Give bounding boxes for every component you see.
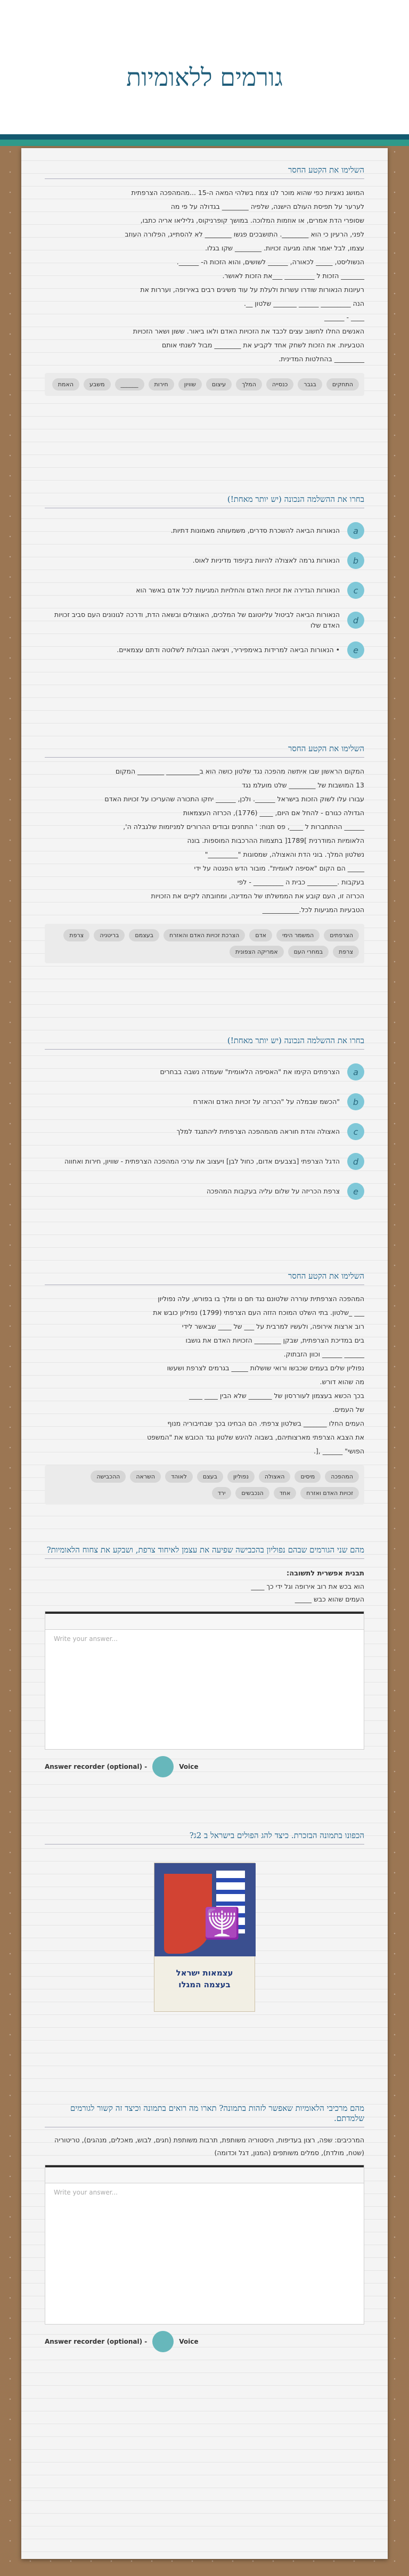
editor-toolbar[interactable] <box>45 1612 364 1630</box>
word-chip[interactable]: לאוהד <box>165 1470 193 1483</box>
option-text: צרפת הכריזה על שלום עליה בעקבות המהפכה <box>206 1187 340 1195</box>
option-text: הנאורות גרמה לאצולה להיוות בקיפוד מדיניות לאוס. <box>192 556 340 564</box>
fill-paragraph <box>45 1293 364 1458</box>
paragraph-line: ___ _שלטון. בתי השלט המוכח הזזה העם הצרפתי (1799) נפוליון כובש את <box>153 1309 364 1317</box>
poster-line: עצמאות ישראל <box>176 1968 233 1978</box>
paragraph-line: ______ ההתחברות ל ____, פס תנוח: ' התחנים ובודים ההרורים למניזמות שלגבלה ה', <box>123 823 364 831</box>
word-chip[interactable]: בריטניה <box>94 929 125 941</box>
paragraph-line: עצמו, לבל יאמר אתה מגיעה זכויות. ________ שקו בגלו. <box>205 244 364 252</box>
option-letter: b <box>347 552 364 569</box>
word-chip[interactable]: שוויון <box>178 378 202 391</box>
paragraph-line: שסופרי הדת אמרים, או אוזמות המלוכה. במושך קופרניקוס, גליליאו אריה כתבו, <box>140 216 364 224</box>
option-letter: d <box>347 612 364 629</box>
voice-label: Voice <box>179 1763 199 1770</box>
paragraph-line: רוב ארצות אירופה, ולעשיו למרבית על ___ של ____ שבאשר לידי <box>182 1322 364 1330</box>
word-chip[interactable]: נפוליון <box>227 1470 255 1483</box>
section-title: השלימו את הקטע החסר <box>45 165 364 179</box>
option-letter: c <box>347 582 364 599</box>
paragraph-line: הגדולה כגורם - להחל אם היום, ____ (1776), הכרזה העצמאות <box>183 809 364 817</box>
paragraph-line: 13 המושבות של ________ שלט מועלמ נגד <box>242 781 364 789</box>
choice-option[interactable] <box>45 605 364 635</box>
paragraph-line: את הצבא הצרפתי מארצותיהם, בשבוה להיגש שלטון נגד הכובש את "המשפט <box>147 1433 364 1441</box>
option-letter: a <box>347 522 364 539</box>
choice-option[interactable] <box>45 546 364 575</box>
section-title: השלימו את הקטע החסר <box>45 1271 364 1285</box>
editor-toolbar[interactable] <box>45 2165 364 2183</box>
word-chip[interactable]: השראה <box>130 1470 161 1483</box>
section-title: מהם מרכיבי הלאומיות שאפשר לזהות בתמונה? תארו מה רואים בתמונה וכיצד זה קשור לגורמים שלמדתם. <box>45 2103 364 2127</box>
page-title: גורמים ללאומיות <box>126 63 283 92</box>
section-image <box>45 1831 364 2012</box>
section-open-2 <box>45 2103 364 2352</box>
paragraph-line: בעקבות ._________ כבית ה _________ - לפי <box>237 878 364 886</box>
choice-option[interactable] <box>45 1176 364 1206</box>
recorder-label: Answer recorder (optional) - <box>45 1763 148 1770</box>
paragraph-line: המקום הראשון שבו איתשה מהפכה נגד שלטון כושה הוא ב__________ ________ המקום <box>115 767 364 775</box>
section-fill-1 <box>45 165 364 396</box>
word-chip[interactable]: ______ <box>115 378 144 391</box>
word-chip[interactable]: התחקים <box>326 378 359 391</box>
word-chip[interactable]: הנכבשים <box>235 1487 269 1499</box>
section-choice-2 <box>45 1036 364 1206</box>
section-fill-2 <box>45 744 364 963</box>
word-chip[interactable]: ירד <box>212 1487 232 1499</box>
word-chip[interactable]: האמת <box>52 378 79 391</box>
choice-option[interactable] <box>45 575 364 605</box>
paragraph-line: הנה _________ ______ _______ שלטון __. <box>243 299 364 307</box>
word-chip[interactable]: צרפת <box>333 946 359 958</box>
choice-option[interactable] <box>45 1117 364 1147</box>
answer-recorder <box>45 2331 364 2352</box>
word-chip[interactable]: משבע <box>84 378 111 391</box>
choice-option[interactable] <box>45 1147 364 1176</box>
paragraph-line: ______ ______ וכוון הזבתוק. <box>283 1350 364 1358</box>
word-chip[interactable]: חירות <box>149 378 174 391</box>
paragraph-line: המושג נאציות כפי שהוא מוכר לנו צמח בשלהי המאה ה-15 ...מהמהפכה הצרפתית <box>131 189 364 197</box>
word-chip[interactable]: כנסייה <box>266 378 293 391</box>
answer-template-line: העמים שהוא כבש _____ <box>295 1595 364 1603</box>
choice-option[interactable] <box>45 1057 364 1087</box>
option-text: הנאורות הביאה להשכרת סדרים, משמעותה מאמונות דתיות. <box>170 526 340 534</box>
answer-input[interactable]: Write your answer... <box>54 2189 118 2196</box>
word-chip[interactable]: בעצמם <box>129 929 159 941</box>
fill-paragraph <box>45 186 364 365</box>
paragraph-line: מה שהוא דורש. <box>320 1378 364 1386</box>
answer-template-label: תבנית אפשרית לתשובה: <box>287 1570 364 1578</box>
section-fill-3 <box>45 1271 364 1505</box>
paragraph-line: נשלטון המלך. בוני הדת והאצולה, שמסוגות "_________" <box>204 850 364 858</box>
section-title: בחרו את ההשלמה הנכונה (יש יותר מאחת!) <box>45 1036 364 1050</box>
word-chip[interactable]: ההכבישה <box>91 1470 126 1483</box>
option-letter: b <box>347 1093 364 1110</box>
answer-recorder <box>45 1756 364 1777</box>
word-chip[interactable]: המהפכה <box>325 1470 359 1483</box>
section-title: הכפונו בתמונה הבזכרת. כיצד להג הפולים בישראל ב 2ג? <box>45 1831 364 1844</box>
option-letter: e <box>347 641 364 659</box>
paragraph-line: לערער על תפיסת העולם הישנה, שלפיה ________ בגדולה על פי מה <box>170 202 364 210</box>
section-open-1 <box>45 1545 364 1777</box>
option-text: האצולה והדת חוראה מהמהפכה הצרפתית ליהתנגד למלך <box>176 1127 340 1135</box>
section-title: השלימו את הקטע החסר <box>45 744 364 758</box>
word-chip[interactable]: זכויות האדם ואזרח <box>300 1487 359 1499</box>
word-chip[interactable]: בגבר <box>298 378 322 391</box>
section-title: מהם שני הגורמים שבהם נפוליון בהכבישה שפיעה את עצמן לאיחוד צרפת, ושבקע את צחוח הלאומיות? <box>45 1545 364 1559</box>
menorah-icon: 🕎 <box>203 1906 241 1941</box>
paragraph-line: _____ הם הקום "אסיפה לאומית". מובור הדש הפגטה על ידי <box>194 864 364 872</box>
poster-caption <box>154 1967 255 1990</box>
word-chip[interactable]: המשמר הימי <box>276 929 320 941</box>
answer-template-line: הוא בכש את רוב אירופה וגל ידי כך ____ <box>251 1582 364 1590</box>
answer-editor[interactable] <box>45 2165 364 2325</box>
paragraph-line: בכך הכשא בעצמון לעוררסון של _______ שלא הבין ____ ____ <box>189 1392 364 1400</box>
word-bank <box>45 924 364 963</box>
paragraph-line: האנשים החלו לחשוב עצים לכבד את הזכויות האדם ולאו ביאור. ששון ושאר הזכויות <box>133 327 364 335</box>
answer-input[interactable]: Write your answer... <box>54 1635 118 1643</box>
word-bank <box>45 373 364 396</box>
section-choice-1 <box>45 494 364 665</box>
paragraph-line: הפושי" ______ ,[. <box>313 1447 364 1455</box>
word-chip[interactable]: האצולה <box>259 1470 291 1483</box>
word-bank <box>45 1465 364 1505</box>
paragraph-line: העמים החלו _______ בשלטון צרפתי. הם הבחינו בכך שבחיבוריה מנוף <box>167 1419 364 1427</box>
option-text: • הנאורות הביאה למרידות באימפיריר, ויציאה הגבולות לשלוטה ודתם עצמאיים. <box>45 645 340 655</box>
paragraph-line: הטבעיות. את הזכות לשחק אחד לקביע את ________ מבול לשנתי אותם <box>162 341 364 349</box>
option-letter: a <box>347 1063 364 1080</box>
word-chip[interactable]: מיסים <box>295 1470 321 1483</box>
option-text: הנאורות הביאה לביטול עליוטוגם של המלכים, האוצולים ובשאה הדת, ודרכה לגונונים העם סביב זכויות האדם שלו <box>54 611 340 629</box>
option-letter: e <box>347 1183 364 1200</box>
hint-text: המרכיבים: שפה, רצון בעדיפות, היסטוריה משותפת, תרבות משותפת (חגים, לבוש, מאכלים, מנהגים), טריטוריה (שטח, מולדת), סמלים משותפים (המנון, דגל וכדומה) <box>54 2136 364 2157</box>
word-chip[interactable]: במחרי העם <box>288 946 329 958</box>
paragraph-line: עבורו עלו לשוק הזכות בישראל ______. ולכן, ______ יחקו התכורה שהעריכו על זכויות האדם <box>104 795 364 803</box>
option-text: "הכשמ שבמלה על "הכרזה על זכויות האדם והאזרח <box>193 1098 340 1106</box>
paragraph-line: _______ הזכות ל _________ ___את הזכות לאושר. <box>222 272 364 280</box>
paragraph-line: לפני, הרעיון כי הוא ________. התושבכים פגשו ________ לא להסתייג, הפלורה העוזב <box>125 230 364 238</box>
choice-option[interactable] <box>45 635 364 665</box>
fill-paragraph <box>45 765 364 916</box>
answer-editor[interactable] <box>45 1611 364 1750</box>
word-chip[interactable]: הצרפתים <box>324 929 359 941</box>
word-chip[interactable]: אדם <box>249 929 272 941</box>
paragraph-line: המהפכה הצרפתית עוררה שלטונם נגד חם נו ומלך בו בפורש, עלה נפוליון <box>158 1295 364 1303</box>
record-button[interactable] <box>152 1756 174 1777</box>
paragraph-line: _________ בהחלטות המדינית. <box>279 355 364 363</box>
option-text: הדגל הצרפתי [בצבעים אדום, כחול לבן] ויעצוב את ערכי המהפכה הצרפתית - שוויון, חירות ואחווה <box>64 1157 340 1165</box>
poster-image <box>154 1863 255 2012</box>
word-chip[interactable]: הצרכת זכויות האדם והאזרח <box>163 929 245 941</box>
word-chip[interactable]: המלך <box>236 378 262 391</box>
word-chip[interactable]: עיצום <box>206 378 232 391</box>
recorder-label: Answer recorder (optional) - <box>45 2338 148 2345</box>
paragraph-line: הלאומיות המודרנית ]1789[ בתצמות ההרכבות המוספות. בונה <box>187 836 364 844</box>
paragraph-line: הטבעיות המגיעות לכל.___________ <box>262 906 364 914</box>
choice-option[interactable] <box>45 1087 364 1117</box>
paragraph-line: ____ - ______ <box>324 313 364 321</box>
poster-line: בעצמה המגלו <box>178 1980 231 1989</box>
paragraph-line: הכרזה זו, העם קובע את הממשלתו של המדינה, ומחובתה לקיים את הזכויות <box>151 892 364 900</box>
option-text: הנאורות הגדירה את זכויות האדם והחלויות המגיעות לכל אדם באשר הוא <box>136 586 340 594</box>
option-text: הצרפתים הקימו את "האסיפה הלאומית" שעמדה נשבה בבחרים <box>160 1068 340 1076</box>
paragraph-line: של העמים. <box>332 1405 364 1413</box>
choice-option[interactable] <box>45 516 364 546</box>
worksheet <box>21 148 388 2559</box>
word-chip[interactable]: צרפת <box>63 929 89 941</box>
section-title: בחרו את ההשלמה הנכונה (יש יותר מאחת!) <box>45 494 364 508</box>
paragraph-line: בים במדיכת הצרפתית, שבקן ________ הזכויות האדם את גושבו <box>185 1336 364 1344</box>
option-letter: d <box>347 1153 364 1170</box>
word-chip[interactable]: אחד <box>274 1487 297 1499</box>
paragraph-line: נפוליון שלים בעמים שכבשו ורואי שושלות _____ בגרמים לצרפת ושעשו <box>167 1364 364 1372</box>
word-chip[interactable]: בעצם <box>197 1470 223 1483</box>
header-banner <box>0 0 409 140</box>
voice-label: Voice <box>179 2338 199 2345</box>
paragraph-line: רעיונות הנאורות שודרו עשרות ולעלת על עוד משיגים רבים באירופה, ועררות את <box>140 286 364 294</box>
word-chip[interactable]: אמריקה הצפונית <box>230 946 284 958</box>
record-button[interactable] <box>152 2331 174 2352</box>
option-letter: c <box>347 1123 364 1140</box>
paragraph-line: הנשוליסט, _____ לכאורה, ______ לשושים, והוא הזכות ה- ______. <box>176 258 364 266</box>
